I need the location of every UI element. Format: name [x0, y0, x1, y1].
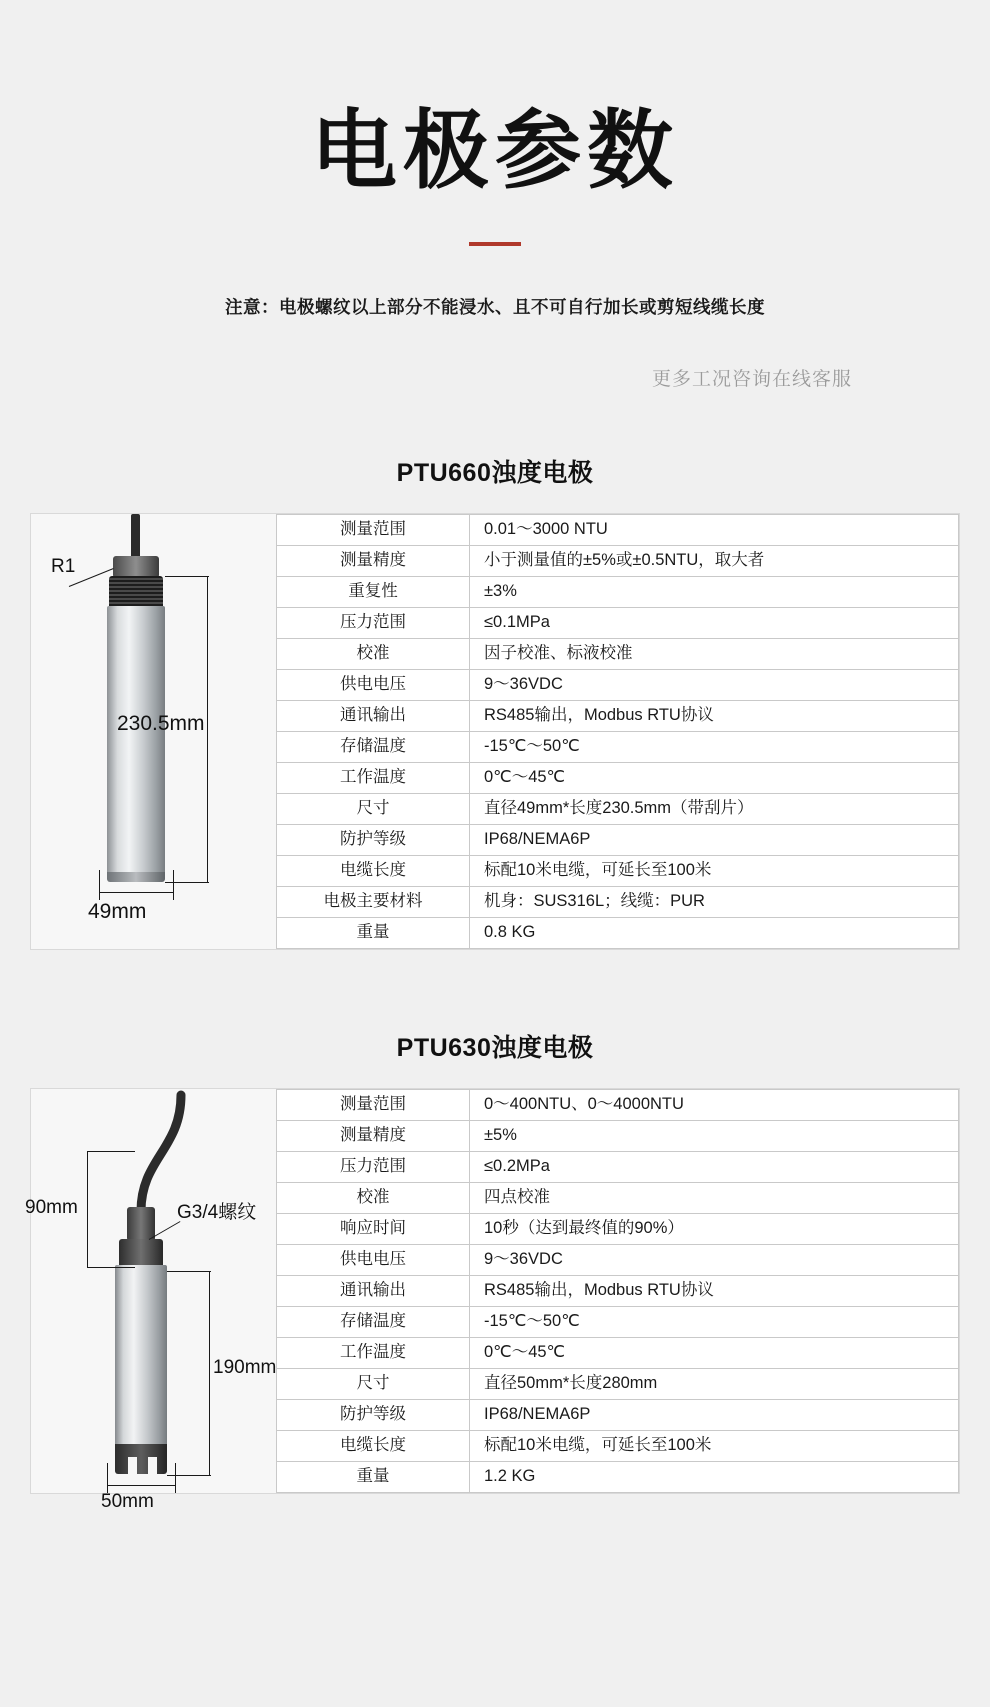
- spec-key: 存储温度: [277, 732, 470, 763]
- table-row: [277, 1152, 959, 1183]
- dim-line-diameter: [107, 1485, 175, 1486]
- dim-label-diameter: 50mm: [101, 1491, 154, 1512]
- probe-foot-slot-left: [128, 1457, 137, 1474]
- table-row: [277, 1245, 959, 1276]
- probe-foot: [115, 1444, 167, 1474]
- spec-key: 重量: [277, 1462, 470, 1493]
- spec-key: 通讯输出: [277, 701, 470, 732]
- spec-value: 0.01～3000 NTU: [470, 515, 959, 546]
- spec-key: 测量精度: [277, 546, 470, 577]
- table-row: [277, 701, 959, 732]
- table-row: [277, 1369, 959, 1400]
- spec-value: 0.8 KG: [470, 918, 959, 949]
- spec-key: 供电电压: [277, 1245, 470, 1276]
- spec-value: IP68/NEMA6P: [470, 1400, 959, 1431]
- probe-tip: [107, 872, 165, 882]
- dim-tick-length-bottom: [165, 882, 209, 883]
- spec-key: 尺寸: [277, 1369, 470, 1400]
- table-row: [277, 1276, 959, 1307]
- spec-value: ≤0.2MPa: [470, 1152, 959, 1183]
- table-row: [277, 1400, 959, 1431]
- table-row: [277, 639, 959, 670]
- dim-label-r1: R1: [51, 556, 76, 577]
- table-row: [277, 1183, 959, 1214]
- spec-value: 9～36VDC: [470, 670, 959, 701]
- table-row: [277, 1214, 959, 1245]
- dim-tick-length-bottom: [167, 1475, 211, 1476]
- table-row: [277, 732, 959, 763]
- spec-value: ±3%: [470, 577, 959, 608]
- section-title-ptu660: PTU660浊度电极: [396, 459, 594, 487]
- table-row: [277, 1462, 959, 1493]
- probe-body: [107, 606, 165, 876]
- spec-table-wrap-ptu660: [276, 514, 959, 949]
- spec-key: 测量精度: [277, 1121, 470, 1152]
- dim-label-length: 230.5mm: [117, 712, 205, 735]
- table-row: [277, 1307, 959, 1338]
- spec-value: 小于测量值的±5%或±0.5NTU，取大者: [470, 546, 959, 577]
- dim-label-top: 90mm: [25, 1197, 78, 1218]
- spec-value: ±5%: [470, 1121, 959, 1152]
- dim-label-length: 190mm: [213, 1357, 277, 1378]
- table-row: [277, 1338, 959, 1369]
- spec-value: 四点校准: [470, 1183, 959, 1214]
- spec-value: 机身：SUS316L；线缆：PUR: [470, 887, 959, 918]
- dim-line-length-vertical: [207, 576, 208, 882]
- dim-tick-diameter-left: [99, 870, 100, 900]
- spec-value: 0～400NTU、0～4000NTU: [470, 1090, 959, 1121]
- spec-key: 工作温度: [277, 1338, 470, 1369]
- spec-key: 压力范围: [277, 1152, 470, 1183]
- spec-key: 重复性: [277, 577, 470, 608]
- spec-key: 重量: [277, 918, 470, 949]
- spec-table-ptu660: [276, 514, 959, 949]
- spec-key: 尺寸: [277, 794, 470, 825]
- dim-tick-diameter-right: [175, 1463, 176, 1493]
- page-title: 电极参数: [311, 101, 679, 201]
- spec-key: 校准: [277, 1183, 470, 1214]
- dim-tick-top-lower: [87, 1267, 135, 1268]
- spec-value: 1.2 KG: [470, 1462, 959, 1493]
- title-divider: [469, 242, 521, 246]
- spec-value: ≤0.1MPa: [470, 608, 959, 639]
- spec-value: 0℃～45℃: [470, 763, 959, 794]
- spec-value: -15℃～50℃: [470, 1307, 959, 1338]
- table-row: [277, 763, 959, 794]
- probe-body: [115, 1265, 167, 1447]
- spec-value: 直径50mm*长度280mm: [470, 1369, 959, 1400]
- table-row: [277, 918, 959, 949]
- spec-key: 校准: [277, 639, 470, 670]
- spec-key: 工作温度: [277, 763, 470, 794]
- dim-line-diameter: [99, 892, 173, 893]
- spec-panel-ptu660: [30, 513, 960, 950]
- spec-value: 标配10米电缆，可延长至100米: [470, 856, 959, 887]
- spec-value: 直径49mm*长度230.5mm（带刮片）: [470, 794, 959, 825]
- probe-thread: [109, 576, 163, 610]
- leader-line-r1: [69, 568, 114, 587]
- spec-key: 电极主要材料: [277, 887, 470, 918]
- table-row: [277, 1090, 959, 1121]
- dim-tick-length-top: [167, 1271, 211, 1272]
- section-title-ptu630: PTU630浊度电极: [396, 1034, 594, 1062]
- spec-value: 10秒（达到最终值的90%）: [470, 1214, 959, 1245]
- product-diagram-ptu660: [31, 514, 276, 949]
- warning-note: 注意：电极螺纹以上部分不能浸水、且不可自行加长或剪短线缆长度: [225, 297, 765, 317]
- probe-neck: [127, 1207, 155, 1241]
- table-row: [277, 825, 959, 856]
- table-row: [277, 608, 959, 639]
- spec-key: 防护等级: [277, 825, 470, 856]
- spec-key: 响应时间: [277, 1214, 470, 1245]
- spec-key: 电缆长度: [277, 1431, 470, 1462]
- table-row: [277, 515, 959, 546]
- spec-value: 0℃～45℃: [470, 1338, 959, 1369]
- probe-cap: [113, 556, 159, 578]
- table-row: [277, 670, 959, 701]
- dim-label-thread: G3/4螺纹: [177, 1202, 257, 1223]
- spec-value: 9～36VDC: [470, 1245, 959, 1276]
- spec-key: 供电电压: [277, 670, 470, 701]
- spec-key: 存储温度: [277, 1307, 470, 1338]
- table-row: [277, 887, 959, 918]
- probe-foot-slot-right: [148, 1457, 157, 1474]
- table-row: [277, 577, 959, 608]
- spec-key: 测量范围: [277, 515, 470, 546]
- dim-line-top-vertical: [87, 1151, 88, 1267]
- table-row: [277, 794, 959, 825]
- spec-value: RS485输出，Modbus RTU协议: [470, 1276, 959, 1307]
- dim-tick-diameter-left: [107, 1463, 108, 1493]
- spec-table-body-ptu630: [277, 1090, 959, 1493]
- spec-key: 测量范围: [277, 1090, 470, 1121]
- spec-table-ptu630: [276, 1089, 959, 1493]
- dim-tick-diameter-right: [173, 870, 174, 900]
- product-diagram-ptu630: [25, 1089, 277, 1512]
- table-row: [277, 1431, 959, 1462]
- spec-key: 通讯输出: [277, 1276, 470, 1307]
- spec-table-body-ptu660: [277, 515, 959, 949]
- spec-value: 因子校准、标液校准: [470, 639, 959, 670]
- table-row: [277, 1121, 959, 1152]
- table-row: [277, 546, 959, 577]
- spec-key: 电缆长度: [277, 856, 470, 887]
- spec-value: -15℃～50℃: [470, 732, 959, 763]
- dim-tick-length-top: [165, 576, 209, 577]
- cable-icon: [131, 514, 140, 560]
- spec-panel-ptu630: [25, 1088, 960, 1512]
- spec-key: 压力范围: [277, 608, 470, 639]
- table-row: [277, 856, 959, 887]
- spec-key: 防护等级: [277, 1400, 470, 1431]
- dim-tick-top-upper: [87, 1151, 135, 1152]
- customer-service-text: 更多工况咨询在线客服: [651, 369, 852, 390]
- spec-value: IP68/NEMA6P: [470, 825, 959, 856]
- dim-line-length-vertical: [209, 1271, 210, 1475]
- dim-label-diameter: 49mm: [88, 900, 147, 923]
- spec-value: RS485输出，Modbus RTU协议: [470, 701, 959, 732]
- spec-value: 标配10米电缆，可延长至100米: [470, 1431, 959, 1462]
- spec-table-wrap-ptu630: [276, 1089, 959, 1493]
